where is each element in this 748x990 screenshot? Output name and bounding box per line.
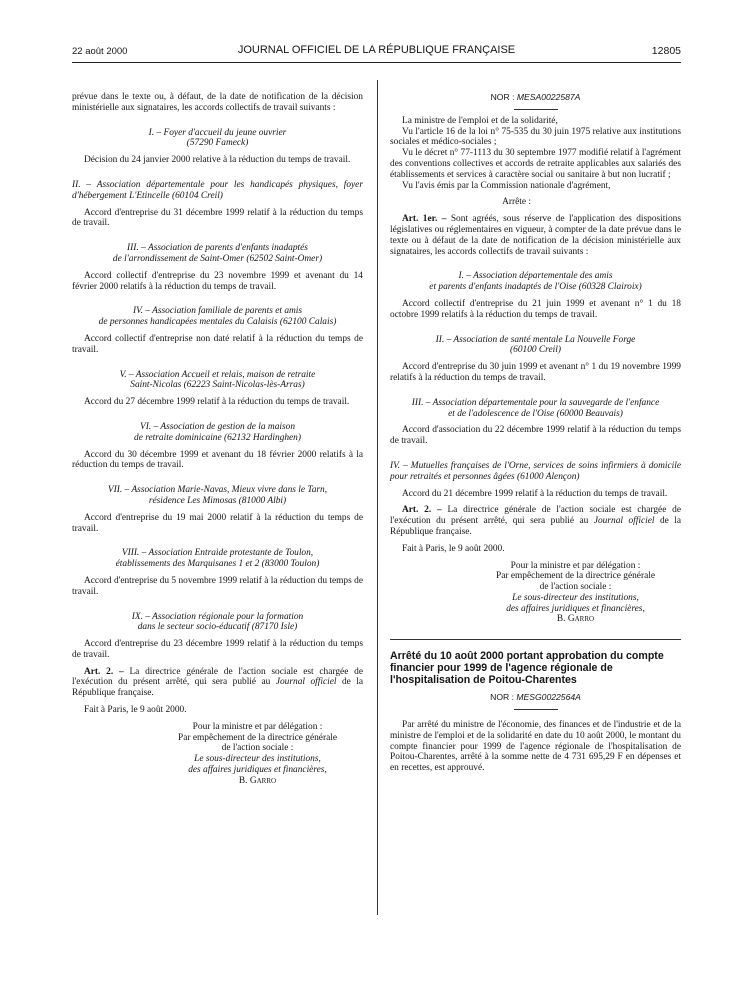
signature-block: Pour la ministre et par délégation : Par empêchement de la directrice générale de l'action sociale : Le sous-directeur des institutions, des affaires juridiques et financières, B. Garro — [495, 560, 656, 625]
item-title: II. – Association départementale pour les handicapés physiques, foyer d'hébergement L'Etincelle (60104 Creil) — [72, 179, 363, 201]
intro-paragraph: prévue dans le texte ou, à défaut, de la date de notification de la décision ministérielle aux signataires, les accords collectifs de travail suivants : — [72, 92, 363, 113]
separator-rule — [514, 709, 558, 710]
arrete-label: Arrête : — [502, 197, 531, 208]
item-body: Accord d'entreprise du 5 novembre 1999 relatif à la réduction du temps de travail. — [72, 575, 363, 597]
item-body: Accord d'entreprise du 19 mai 2000 relatif à la réduction du temps de travail. — [72, 512, 363, 534]
item-body: Accord du 30 décembre 1999 et avenant du 18 février 2000 relatifs à la réduction du temps de travail. — [72, 449, 363, 471]
item-title: VII. – Association Marie-Navas, Mieux vivre dans le Tarn, résidence Les Mimosas (81000 Albi) — [107, 485, 328, 506]
item-title: III. – Association de parents d'enfants inadaptés de l'arrondissement de Saint-Omer (62502 Saint-Omer) — [112, 243, 323, 264]
article-1: Art. 1er. – Sont agréés, sous réserve de l'application des dispositions législatives ou réglementaires en vigueur, à compter de la date prévue dans le texte ou à défaut de la date de notification de la décision ministérielle aux signataires, les accords collectifs de travail suivants : — [390, 214, 682, 257]
arrete-heading: Arrêté du 10 août 2000 portant approbation du compte financier pour 1999 de l'agence régionale de l'hospitalisation de Poitou-Charentes — [390, 650, 664, 687]
item-title: VIII. – Association Entraide protestante de Toulon, établissements des Marquisanes 1 et 2 (83000 Toulon) — [115, 548, 320, 570]
journal-title: JOURNAL OFFICIEL DE LA RÉPUBLIQUE FRANÇAISE — [237, 44, 516, 56]
item-title: V. – Association Accueil et relais, maison de retraite Saint-Nicolas (62223 Saint-Nicolas-lès-Arras) — [119, 369, 316, 391]
header-date: 22 août 2000 — [72, 46, 128, 57]
item-body: Accord d'association du 22 décembre 1999 relatif à la réduction du temps de travail. — [390, 425, 681, 447]
item-body: Accord du 21 décembre 1999 relatif à la réduction du temps de travail. — [402, 488, 668, 499]
column-divider — [377, 80, 378, 915]
item-body: Accord collectif d'entreprise du 21 juin 1999 et avenant n° 1 du 18 octobre 1999 relatifs à la réduction du temps de travail. — [390, 298, 681, 320]
preamble-visa: Vu l'avis émis par la Commission nationale d'agrément, — [402, 180, 611, 191]
left-column — [72, 92, 363, 787]
preamble-minister: La ministre de l'emploi et de la solidarité, — [402, 115, 558, 126]
preamble-visa: Vu le décret n° 77-1113 du 30 septembre 1977 modifié relatif à l'agrément des conventions collectives et accords de retraite applicables aux salariés des établissements et services à caractère social ou sanitaire à but non lucratif ; — [390, 148, 681, 180]
item-title: I. – Association départementale des amis et parents d'enfants inadaptés de l'Oise (60328 Clairoix) — [429, 271, 642, 293]
item-body: Accord collectif d'entreprise non daté relatif à la réduction du temps de travail. — [72, 333, 363, 355]
article-2: Art. 2. – La directrice générale de l'action sociale est chargée de l'exécution du présent arrêté, qui sera publié au Journal officiel de la République française. — [72, 666, 364, 699]
item-body: Accord collectif d'entreprise du 23 novembre 1999 et avenant du 14 février 2000 relatifs à la réduction du temps de travail. — [72, 270, 363, 292]
item-body: Décision du 24 janvier 2000 relative à la réduction du temps de travail. — [84, 155, 351, 166]
header-rule — [72, 62, 681, 63]
item-title: IV. – Association familiale de parents et amis de personnes handicapées mentales du Calaisis (62100 Calais) — [98, 306, 337, 328]
item-title: I. – Foyer d'accueil du jeune ouvrier (57290 Fameck) — [148, 127, 287, 149]
right-column — [390, 92, 681, 774]
signature-block: Pour la ministre et par délégation : Par empêchement de la directrice générale de l'action sociale : Le sous-directeur des institutions, des affaires juridiques et financières, B. Garro — [177, 721, 338, 786]
item-body: Accord d'entreprise du 31 décembre 1999 relatif à la réduction du temps de travail. — [72, 207, 363, 229]
nor-reference: NOR : MESG0022564A — [490, 692, 581, 703]
article-2: Art. 2. – La directrice générale de l'action sociale est chargée de l'exécution du présent arrêté, qui sera publié au Journal officiel de la République française. — [390, 505, 682, 537]
item-title: IV. – Mutuelles françaises de l'Orne, services de soins infirmiers à domicile pour retraités et personnes âgées (61000 Alençon) — [390, 460, 681, 482]
item-title: III. – Association départementale pour la sauvegarde de l'enfance et de l'adolescence de l'Oise (60000 Beauvais) — [411, 397, 660, 419]
done-at: Fait à Paris, le 9 août 2000. — [402, 543, 505, 554]
preamble-visa: Vu l'article 16 de la loi n° 75-535 du 30 juin 1975 relative aux institutions sociales et médico-sociales ; — [390, 126, 681, 148]
page-number: 12805 — [651, 45, 681, 57]
item-body: Accord d'entreprise du 23 décembre 1999 relatif à la réduction du temps de travail. — [72, 639, 363, 660]
section-rule — [390, 639, 681, 640]
nor-reference: NOR : MESA0022587A — [490, 92, 581, 102]
item-title: IX. – Association régionale pour la formation dans le secteur socio-éducatif (87170 Isle) — [131, 611, 304, 633]
separator-rule — [514, 109, 558, 110]
item-title: VI. – Association de gestion de la maison de retraite dominicaine (62132 Hardinghen) — [134, 421, 301, 443]
running-header — [72, 44, 681, 60]
item-title: II. – Association de santé mentale La Nouvelle Forge (60100 Creil) — [435, 334, 636, 356]
done-at: Fait à Paris, le 9 août 2000. — [84, 705, 187, 716]
item-body: Accord du 27 décembre 1999 relatif à la réduction du temps de travail. — [84, 397, 350, 408]
item-body: Accord d'entreprise du 30 juin 1999 et avenant n° 1 du 19 novembre 1999 relatifs à la réduction du temps de travail. — [390, 362, 681, 383]
final-paragraph: Par arrêté du ministre de l'économie, des finances et de l'industrie et de la ministre de l'emploi et de la solidarité en date du 10 août 2000, le montant du compte financier pour 1999 de l'agence régionale de l'hospitalisation de Poitou-Charentes, arrêté à la somme nette de 4 731 695,29 F en dépenses et en recettes, est approuvé. — [390, 720, 681, 774]
